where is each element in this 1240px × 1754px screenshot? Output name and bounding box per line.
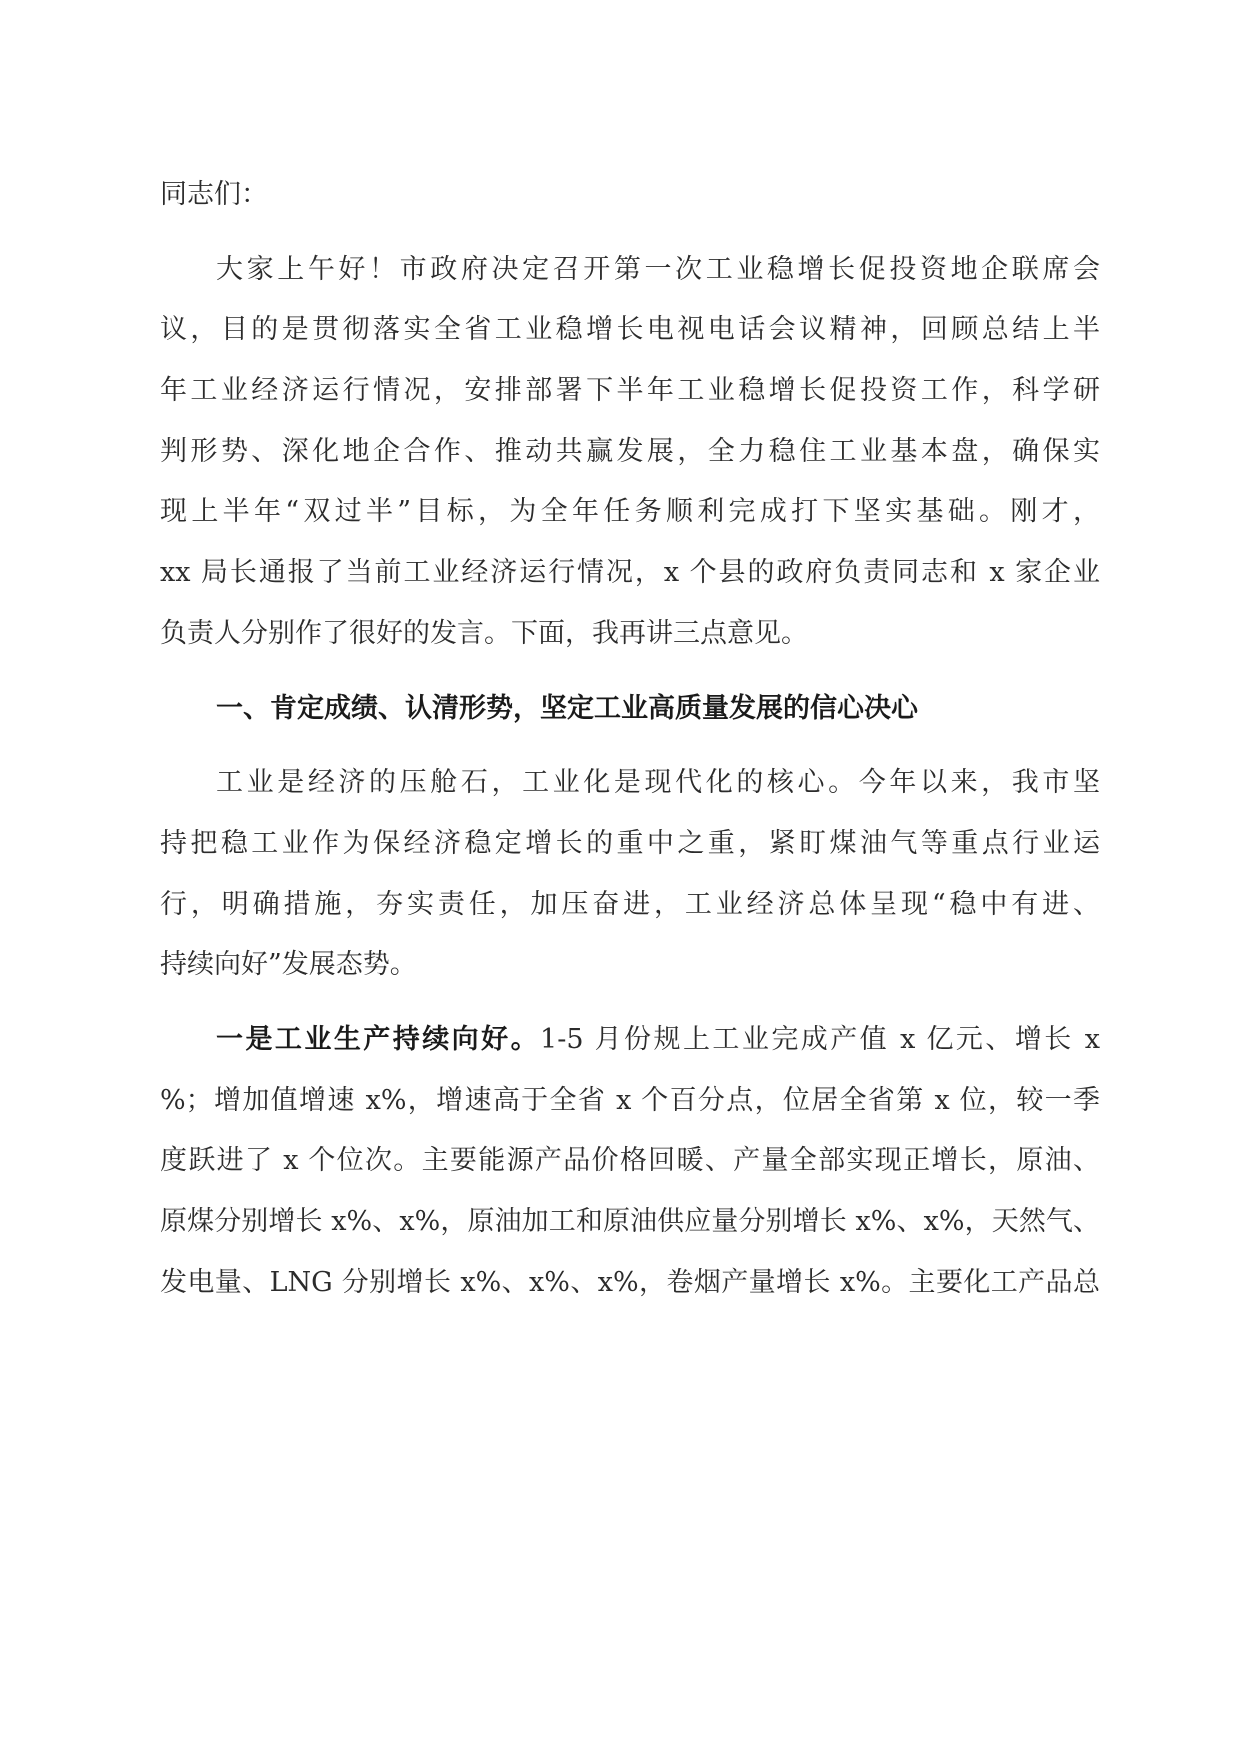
paragraph-line: 判形势、深化地企合作、推动共赢发展，全力稳住工业基本盘，确保实 [160,435,1100,467]
paragraph-line: 议，目的是贯彻落实全省工业稳增长电视电话会议精神，回顾总结上半 [160,314,1100,346]
paragraph-line: 持续向好”发展态势。 [160,949,417,981]
paragraph-lead: 一是工业生产持续向好。 [216,1023,541,1055]
section-heading: 一、肯定成绩、认清形势，坚定工业高质量发展的信心决心 [216,692,918,724]
paragraph-line: 年工业经济运行情况，安排部署下半年工业稳增长促投资工作，科学研 [160,375,1100,407]
paragraph-line: 原煤分别增长 x%、x%，原油加工和原油供应量分别增长 x%、x%，天然气、 [160,1206,1100,1237]
document-body [160,165,1100,1313]
paragraph-line: %；增加值增速 x%，增速高于全省 x 个百分点，位居全省第 x 位，较一季 [160,1084,1100,1116]
paragraph-line: 负责人分别作了很好的发言。下面，我再讲三点意见。 [160,617,808,649]
paragraph-gap [160,665,1100,679]
paragraph-gap [160,226,1100,240]
paragraph-gap [160,996,1100,1010]
paragraph-opening [160,240,1100,665]
paragraph-line: 行，明确措施，夯实责任，加压奋进，工业经济总体呈现“稳中有进、 [160,888,1100,920]
paragraph-production [160,1010,1100,1313]
paragraph-line: 大家上午好！市政府决定召开第一次工业稳增长促投资地企联席会 [216,253,1100,285]
paragraph-line: 工业是经济的压舱石，工业化是现代化的核心。今年以来，我市坚 [216,767,1100,799]
paragraph-industry [160,753,1100,996]
paragraph-line [160,1010,1100,1071]
salutation: 同志们： [160,179,268,210]
paragraph-line-text: 1-5 月份规上工业完成产值 x 亿元、增长 x [540,1023,1101,1055]
paragraph-line: xx 局长通报了当前工业经济运行情况，x 个县的政府负责同志和 x 家企业 [160,557,1100,589]
paragraph-line: 发电量、LNG 分别增长 x%、x%、x%，卷烟产量增长 x%。主要化工产品总 [160,1266,1100,1298]
paragraph-line: 度跃进了 x 个位次。主要能源产品价格回暖、产量全部实现正增长，原油、 [160,1145,1100,1177]
paragraph-line: 现上半年“双过半”目标，为全年任务顺利完成打下坚实基础。刚才， [160,496,1100,528]
paragraph-gap [160,739,1100,753]
paragraph-line: 持把稳工业作为保经济稳定增长的重中之重，紧盯煤油气等重点行业运 [160,827,1100,859]
